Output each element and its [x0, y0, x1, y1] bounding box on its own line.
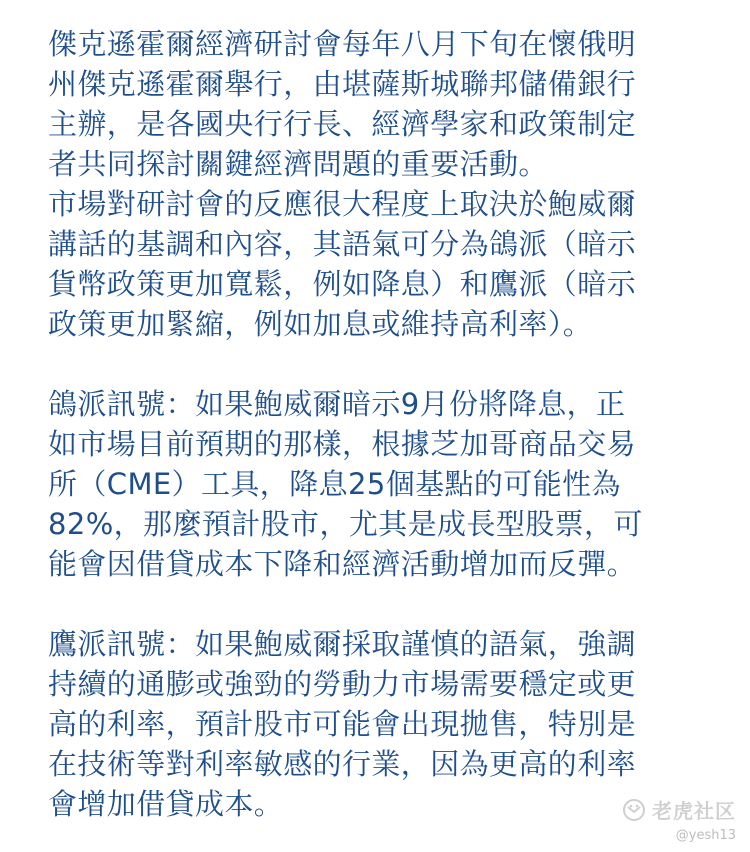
paragraph-hawkish-signal: 鷹派訊號：如果鮑威爾採取謹慎的語氣，強調 持續的通膨或強勁的勞動力市場需要穩定或更 高的利率，預計股市可能會出現拋售，特別是 在技術等對利率敏感的行業，因為更高的利率 會增加借貸成本。 [48, 627, 637, 821]
watermark-user: @yesh13 [675, 828, 736, 843]
paragraph-intro: 傑克遜霍爾經濟研討會每年八月下旬在懷俄明 州傑克遜霍爾舉行，由堪薩斯城聯邦儲備銀行 主辦，是各國央行行長、經濟學家和政策制定 者共同探討關鍵經濟問題的重要活動。 市場對研討會的反應很大程度上取決於鮑威爾 講話的基調和內容，其語氣可分為鴿派（暗示 貨幣政策更加寬鬆，例如降息）和鷹派（暗示 政策更加緊縮，例如加息或維持高利率）。 [48, 27, 637, 341]
article-body [48, 24, 698, 824]
watermark [622, 795, 736, 843]
paragraph-dovish-signal: 鴿派訊號：如果鮑威爾暗示9月份將降息，正 如市場目前預期的那樣，根據芝加哥商品交易 所（CME）工具，降息25個基點的可能性為 82%，那麼預計股市，尤其是成長型股票，可 能會因借貸成本下降和經濟活動增加而反彈。 [48, 387, 643, 581]
watermark-brand-row [622, 795, 736, 824]
tiger-logo-icon [622, 798, 646, 822]
watermark-brand: 老虎社区 [652, 799, 736, 823]
